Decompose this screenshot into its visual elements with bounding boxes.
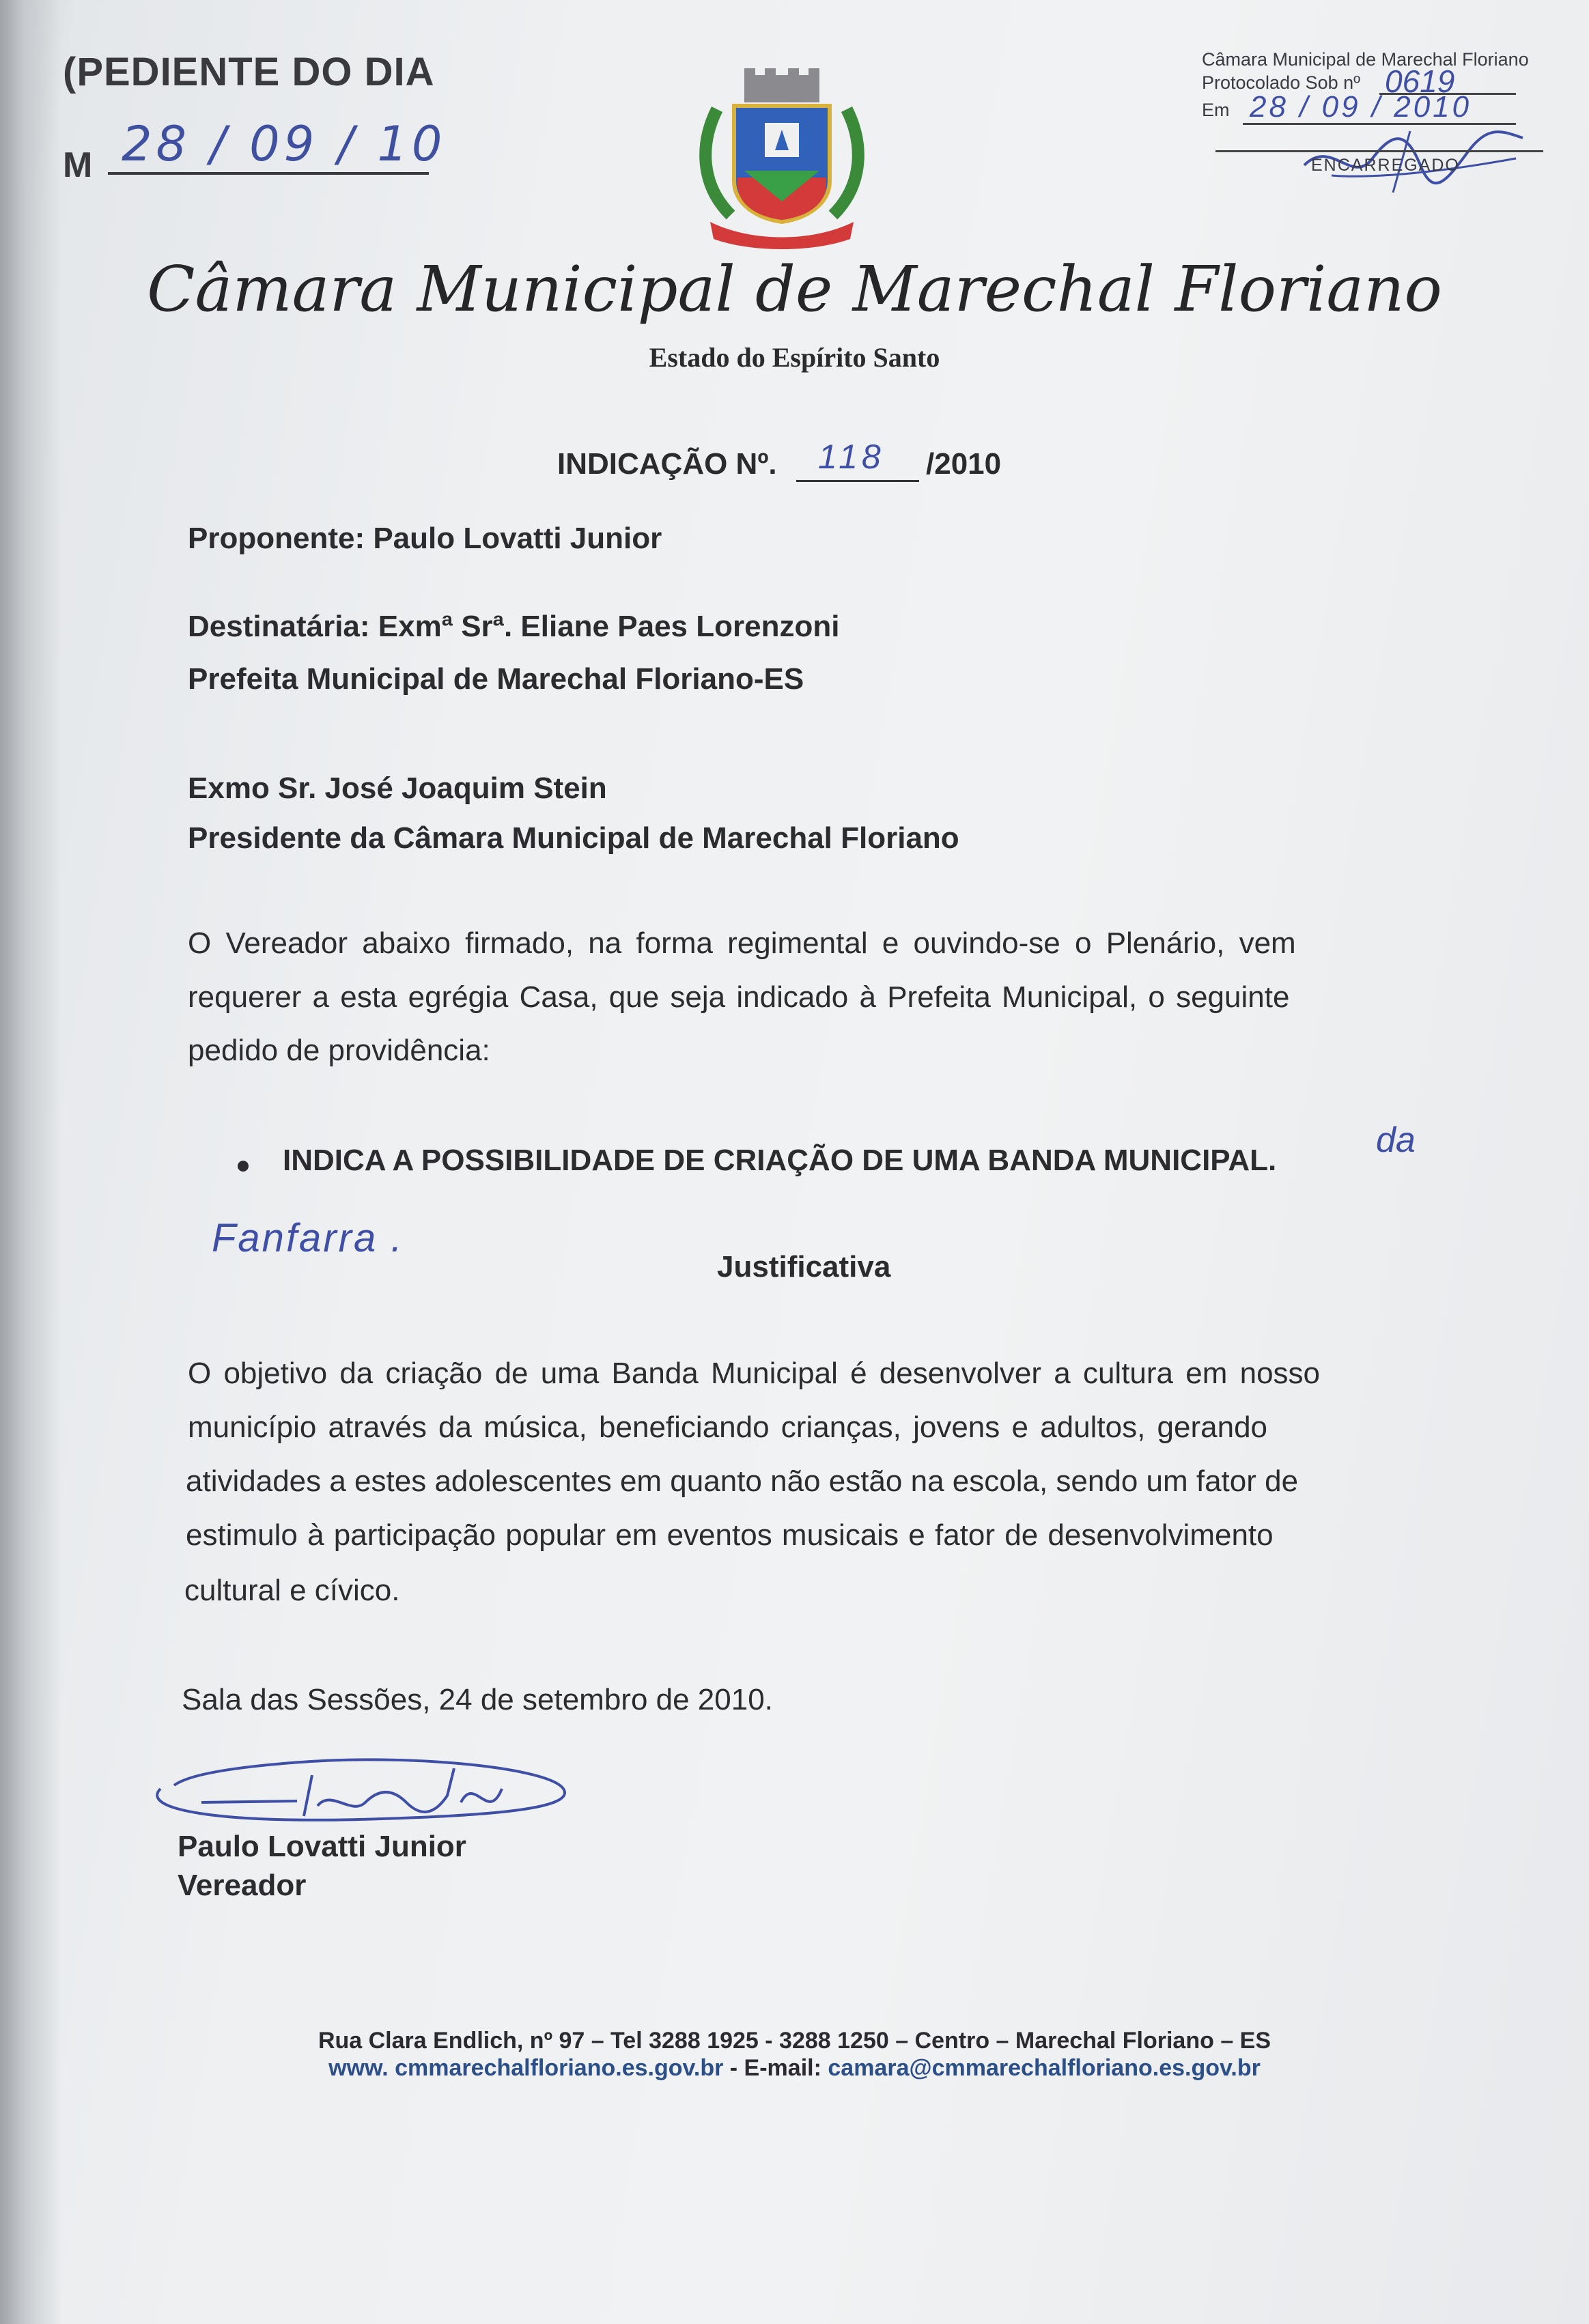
organization-state: Estado do Espírito Santo [649,342,940,373]
bullet-icon [238,1161,249,1172]
destinataria-line: Destinatária: Exmª Srª. Eliane Paes Lorenzoni [188,610,840,643]
justificativa-line: atividades a estes adolescentes em quanto não estão na escola, sendo um fator de [186,1464,1299,1498]
protocol-stamp-date-label: Em [1202,100,1230,120]
intro-line: pedido de providência: [188,1034,490,1067]
justificativa-line: O objetivo da criação de uma Banda Municipal é desenvolver a cultura em nosso [188,1357,1321,1390]
signature-icon [133,1748,577,1843]
indicacao-handwritten-number: 118 [818,438,885,476]
handwritten-annotation-fanfarra: Fanfarra . [212,1216,404,1260]
proponente-line: Proponente: Paulo Lovatti Junior [188,522,662,555]
presidente-line: Exmo Sr. José Joaquim Stein [188,771,607,805]
protocol-signature-line [1215,150,1543,152]
footer-email-link[interactable]: camara@cmmarechalfloriano.es.gov.br [828,2055,1261,2081]
protocol-stamp-label: Protocolado Sob nº [1202,72,1361,93]
justificativa-line: município através da música, beneficiando crianças, jovens e adultos, gerando [188,1411,1268,1444]
footer-contact [0,2055,1589,2082]
footer-email-label: - E-mail: [723,2055,828,2081]
footer-address: Rua Clara Endlich, nº 97 – Tel 3288 1925 - 3288 1250 – Centro – Marechal Floriano – ES [318,2028,1271,2054]
expediente-stamp-prefix: M [63,145,93,185]
justificativa-heading: Justificativa [717,1250,891,1284]
footer-website-link[interactable]: www. cmmarechalfloriano.es.gov.br [328,2055,724,2081]
justificativa-line: cultural e cívico. [184,1574,400,1607]
expediente-handwritten-date: 28 / 09 / 10 [122,116,447,172]
indicacao-number-underline [796,480,919,482]
indicacao-year: /2010 [926,447,1002,481]
protocol-stamp [1202,49,1557,206]
destinataria-title: Prefeita Municipal de Marechal Floriano-ES [188,662,804,696]
justificativa-line: estimulo à participação popular em eventos musicais e fator de desenvolvimento [186,1518,1274,1552]
coat-of-arms-icon [697,68,867,253]
protocol-handwritten-number: 0619 [1385,63,1455,99]
protocol-handwritten-date: 28 / 09 / 2010 [1250,90,1472,124]
expediente-date-underline [108,172,429,175]
intro-line: O Vereador abaixo firmado, na forma regimental e ouvindo-se o Plenário, vem [188,926,1296,960]
signer-role: Vereador [178,1869,307,1902]
indicacao-label: INDICAÇÃO Nº. [557,447,777,481]
signer-name: Paulo Lovatti Junior [178,1830,466,1863]
protocol-stamp-org: Câmara Municipal de Marechal Floriano [1202,49,1529,70]
organization-name: Câmara Municipal de Marechal Floriano [147,253,1442,326]
presidente-title: Presidente da Câmara Municipal de Marechal Floriano [188,821,959,855]
protocol-encarregado-label: ENCARREGADO [1311,156,1460,175]
request-item: INDICA A POSSIBILIDADE DE CRIAÇÃO DE UMA BANDA MUNICIPAL. [283,1144,1277,1177]
closing-place-date: Sala das Sessões, 24 de setembro de 2010. [182,1683,773,1716]
expediente-stamp-title: (PEDIENTE DO DIA [63,50,435,94]
intro-line: requerer a esta egrégia Casa, que seja indicado à Prefeita Municipal, o seguinte [188,980,1290,1014]
protocol-signature-icon [1291,111,1536,199]
handwritten-annotation-da: da [1376,1120,1416,1160]
